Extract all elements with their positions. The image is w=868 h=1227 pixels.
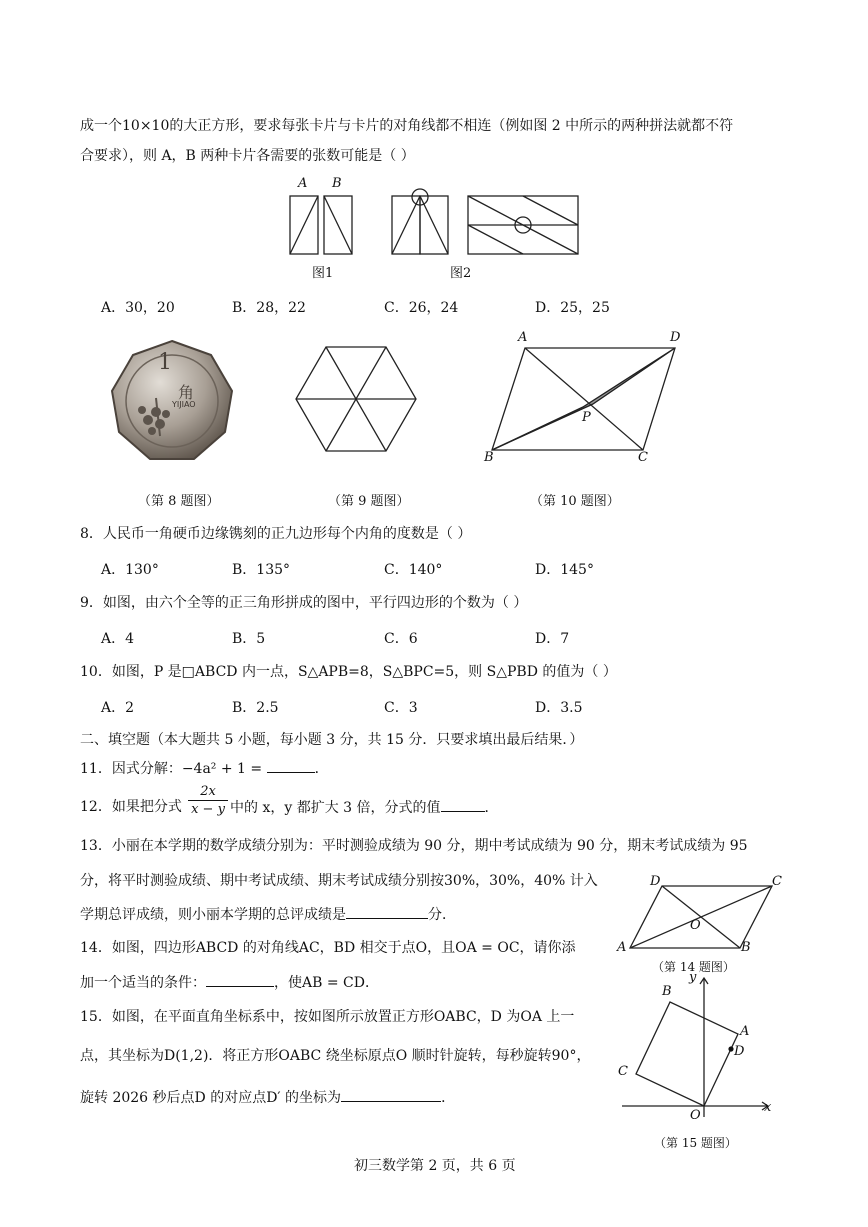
q12-frac-numerator: 2x	[188, 783, 228, 801]
q9-option-c: C．6	[384, 631, 418, 647]
q15-line3-suffix: ．	[441, 1090, 456, 1106]
q13-line3-suffix: 分．	[428, 907, 456, 923]
q14-label-c: C	[772, 874, 782, 889]
q12-answer-blank[interactable]	[441, 797, 485, 812]
q13-line2: 分，将平时测验成绩、期中考试成绩、期末考试成绩分别按30%，30%，40% 计入	[80, 873, 598, 889]
q7-line1: 成一个10×10的大正方形，要求每张卡片与卡片的对角线都不相连（例如图 2 中所示的两种拼法就都不符	[80, 118, 734, 134]
q11-answer-blank[interactable]	[267, 758, 315, 773]
q8-option-b: B．135°	[232, 562, 291, 578]
caption-q8: （第 8 题图）	[138, 494, 220, 509]
q12-rest	[230, 797, 499, 818]
q14-label-a: A	[617, 940, 627, 955]
q14-line2-prefix: 加一个适当的条件：	[80, 975, 206, 991]
coin-digit: 1	[158, 350, 172, 375]
q8-stem: 8．人民币一角硬币边缘镌刻的正九边形每个内角的度数是（ ）	[80, 526, 472, 542]
q7-option-a: A．30，20	[101, 300, 175, 316]
coin-char: 角	[178, 383, 195, 402]
q11-suffix: ．	[314, 761, 329, 777]
q13-answer-blank[interactable]	[346, 904, 428, 919]
q10-option-c: C．3	[384, 700, 418, 716]
q11-line	[80, 758, 329, 779]
q13-line1: 13．小丽在本学期的数学成绩分别为：平时测验成绩为 90 分，期中考试成绩为 90 分，期末考试成绩为 95	[80, 838, 748, 854]
q12-fraction	[188, 783, 228, 818]
section2-heading: 二、填空题（本大题共 5 小题，每小题 3 分，共 15 分．只要求填出最后结果．）	[80, 732, 584, 748]
q8-option-d: D．145°	[535, 562, 594, 578]
q9-stem: 9．如图，由六个全等的正三角形拼成的图中，平行四边形的个数为（ ）	[80, 595, 528, 611]
fig2-caption: 图2	[450, 266, 472, 281]
q14-answer-blank[interactable]	[206, 972, 274, 987]
q10-option-b: B．2.5	[232, 700, 279, 716]
q14-line1: 14．如图，四边形ABCD 的对角线AC，BD 相交于点O，且OA = OC，请你添	[80, 940, 576, 956]
q15-label-d: D	[734, 1044, 745, 1059]
caption-q10: （第 10 题图）	[530, 494, 620, 509]
q10-label-a: A	[518, 330, 528, 345]
q10-figure	[485, 330, 695, 470]
q14-label-d: D	[650, 874, 661, 889]
q14-line2-suffix: ，使AB = CD．	[274, 975, 379, 991]
q7-option-d: D．25，25	[535, 300, 610, 316]
q10-option-d: D．3.5	[535, 700, 583, 716]
q9-option-a: A．4	[101, 631, 135, 647]
q15-label-o: O	[690, 1108, 701, 1123]
q15-label-y: y	[689, 970, 697, 985]
q10-option-a: A．2	[101, 700, 135, 716]
q10-label-b: B	[484, 450, 494, 465]
q11-prefix: 11．因式分解：−4a² + 1 =	[80, 761, 263, 777]
q14-figure	[622, 878, 782, 952]
q10-label-p: P	[582, 410, 591, 425]
q9-option-b: B．5	[232, 631, 266, 647]
card-b-label: B	[332, 176, 342, 191]
q12-middle: 中的 x，y 都扩大 3 倍，分式的值	[230, 800, 441, 816]
fig1-caption: 图1	[312, 266, 334, 281]
q8-option-a: A．130°	[101, 562, 159, 578]
q15-line2: 点，其坐标为D(1,2)．将正方形OABC 绕坐标原点O 顺时针旋转，每秒旋转90°，	[80, 1048, 591, 1064]
q15-label-b: B	[662, 984, 672, 999]
q14-label-b: B	[741, 940, 751, 955]
page-footer: 初三数学第 2 页，共 6 页	[354, 1158, 516, 1174]
q15-label-c: C	[618, 1064, 628, 1079]
q10-label-d: D	[670, 330, 681, 345]
q14-label-o: O	[690, 918, 701, 933]
q12-frac-denominator: x − y	[191, 802, 225, 817]
q15-line3	[80, 1087, 455, 1108]
q14-line2	[80, 972, 379, 993]
q15-answer-blank[interactable]	[341, 1087, 441, 1102]
q10-label-c: C	[638, 450, 648, 465]
q10-stem: 10．如图，P 是□ABCD 内一点，S△APB=8，S△BPC=5，则 S△PBD 的值为（ ）	[80, 664, 617, 680]
q9-option-d: D．7	[535, 631, 570, 647]
q12-prefix: 12．如果把分式	[80, 799, 182, 815]
hexagon-figure	[294, 344, 418, 454]
q8-option-c: C．140°	[384, 562, 443, 578]
q15-figure	[618, 972, 788, 1122]
caption-q9: （第 9 题图）	[328, 494, 410, 509]
q7-option-c: C．26，24	[384, 300, 459, 316]
card-a-label: A	[298, 176, 308, 191]
q13-line3-prefix: 学期总评成绩，则小丽本学期的总评成绩是	[80, 907, 346, 923]
q15-line3-prefix: 旋转 2026 秒后点D 的对应点D′ 的坐标为	[80, 1090, 342, 1106]
q14-caption: （第 14 题图）	[652, 960, 735, 974]
q15-label-x: x	[764, 1100, 772, 1115]
q7-line2: 合要求），则 A，B 两种卡片各需要的张数可能是（ ）	[80, 148, 415, 164]
q7-option-b: B．28，22	[232, 300, 306, 316]
q15-caption: （第 15 题图）	[654, 1136, 737, 1150]
q13-line3	[80, 904, 456, 925]
q15-label-a: A	[740, 1024, 750, 1039]
q12-suffix: ．	[484, 800, 499, 816]
q15-line1: 15．如图，在平面直角坐标系中，按如图所示放置正方形OABC，D 为OA 上一	[80, 1009, 575, 1025]
coin-text: YIJIAO	[172, 400, 196, 409]
